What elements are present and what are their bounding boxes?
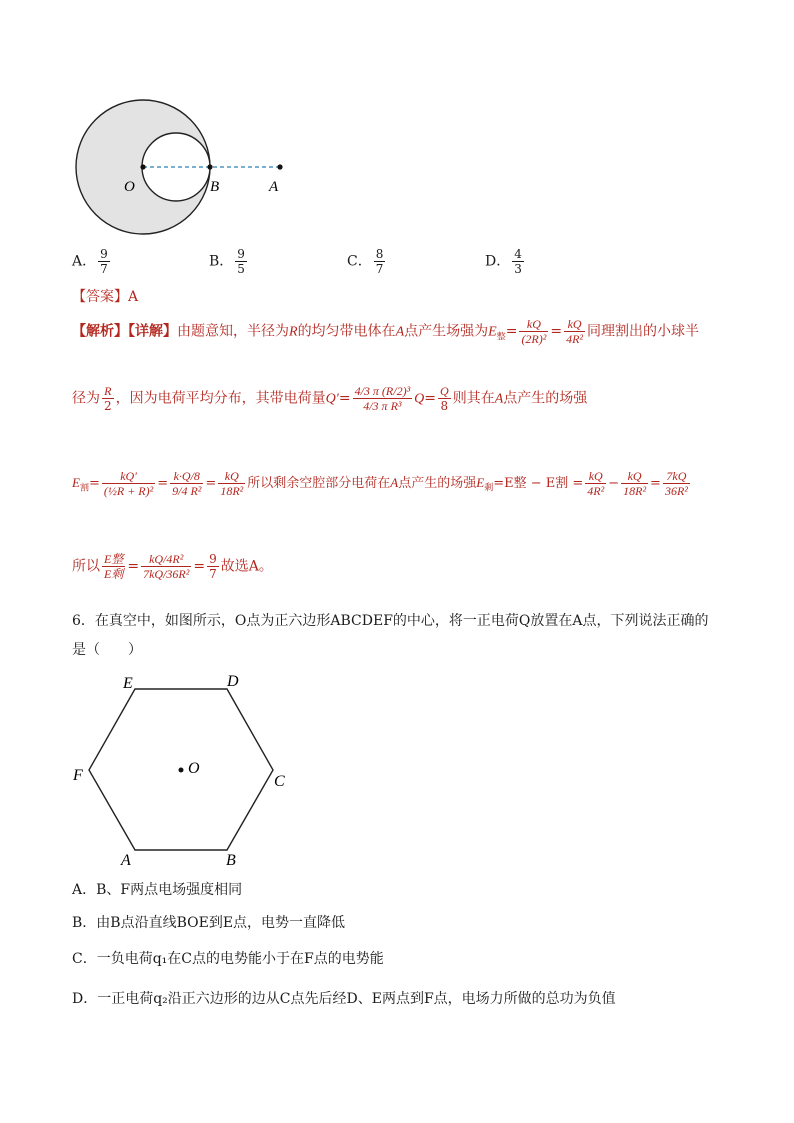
hex-label-D: D bbox=[227, 673, 239, 690]
q6-stem-line-1: 6．在真空中，如图所示，O点为正六边形ABCDEF的中心，将一正电荷Q放置在A点，下列说法正确的 bbox=[72, 613, 709, 629]
point-O bbox=[140, 164, 145, 169]
answer-line: 【答案】A bbox=[72, 289, 139, 305]
q6-option-c: C．一负电荷q₁在C点的电势能小于在F点的电势能 bbox=[72, 951, 384, 967]
q6-option-a: A．B、F两点电场强度相同 bbox=[72, 882, 243, 898]
hexagon-figure bbox=[65, 668, 305, 873]
label-B: B bbox=[210, 179, 220, 195]
analysis-line-2: 径为 $\frac{R}{2}$ ，因为电荷平均分布，其带电荷量Q′= $\frac{\text{4/3 π (R/2)³}}{\text{4/3 π R³}}$ Q= $\frac{Q}{8}$ 则其在A点产生的场强 bbox=[72, 384, 588, 413]
q6-option-b: B．由B点沿直线BOE到E点，电势一直降低 bbox=[72, 915, 346, 931]
point-O-center bbox=[179, 768, 184, 773]
q5-option-b: B． $\frac{9}{5}$ bbox=[209, 247, 245, 276]
analysis-line-1: 【解析】【详解】由题意知，半径为R的均匀带电体在A点产生场强为$E_整=$ $\frac{kQ}{\text{(2R)²}}$ = $\frac{kQ}{\text{4R²}}$ 同理割出的小球半 bbox=[72, 317, 700, 346]
q5-option-a: A． $\frac{9}{7}$ bbox=[72, 247, 108, 276]
point-A bbox=[277, 164, 282, 169]
point-B bbox=[207, 164, 212, 169]
analysis-line-4: 所以 $\frac{\text{E整}}{\text{E剩}}$ = $\frac{\text{kQ/4R²}}{\text{7kQ/36R²}}$ = $\frac{9}{7}$ 故选A。 bbox=[72, 552, 273, 581]
hex-label-F: F bbox=[73, 767, 83, 784]
q5-option-c: C． $\frac{8}{7}$ bbox=[347, 247, 384, 276]
sphere-cavity-figure bbox=[70, 95, 310, 245]
hex-label-A: A bbox=[121, 852, 131, 869]
hex-label-C: C bbox=[274, 773, 285, 790]
q6-option-d: D．一正电荷q₂沿正六边形的边从C点先后经D、E两点到F点，电场力所做的总功为负值 bbox=[72, 991, 616, 1007]
q5-option-d: D． $\frac{4}{3}$ bbox=[485, 247, 522, 276]
q6-stem-line-2: 是（ ） bbox=[72, 642, 142, 658]
hex-label-B: B bbox=[226, 852, 236, 869]
hex-label-E: E bbox=[123, 675, 133, 692]
analysis-line-3: $E_割=$ $\frac{kQ'}{\text{(½R + R)²}}$ = $\frac{k\cdot Q/8}{\text{9/4 R²}}$ = $\frac{kQ}{\text{18R²}}$ 所以剩余空腔部分电荷在A点产生的场强$E_剩=E$整 − E割 = $\frac{kQ}{\text{4R²}}$ − $\frac{kQ}{\text{18R²}}$ = $\frac{7kQ}{\text{36R²}}$ bbox=[72, 469, 688, 498]
hex-label-O: O bbox=[188, 760, 200, 777]
label-A: A bbox=[269, 179, 279, 195]
label-O: O bbox=[124, 179, 135, 195]
